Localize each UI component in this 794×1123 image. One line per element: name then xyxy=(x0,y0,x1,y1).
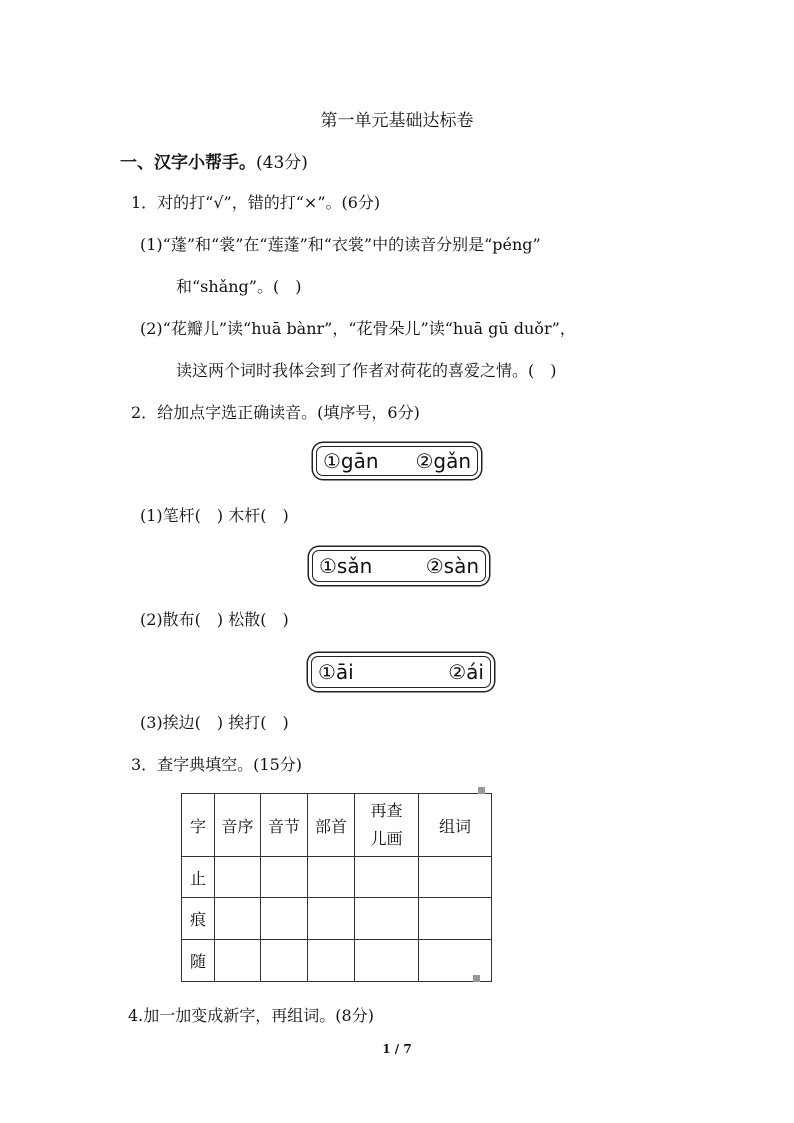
answer-cell[interactable] xyxy=(419,898,492,940)
answer-cell[interactable] xyxy=(261,857,308,898)
header-strokes-line-2: 儿画 xyxy=(370,829,403,848)
section-heading-text: 一、汉字小帮手。 xyxy=(120,153,256,173)
table-resize-handle-bottom[interactable] xyxy=(473,975,480,982)
table-row xyxy=(182,940,492,982)
question-2-line-3: (3)挨边( ) 挨打( ) xyxy=(140,713,289,732)
header-syllable: 音节 xyxy=(261,794,308,857)
question-1-item-1-line-1: (1)“蓬”和“裳”在“莲蓬”和“衣裳”中的读音分别是“péng” xyxy=(140,235,541,254)
question-1-item-2-line-2: 读这两个词时我体会到了作者对荷花的喜爱之情。( ) xyxy=(176,361,557,380)
question-1-item-1-line-2: 和“shǎng”。( ) xyxy=(176,277,302,296)
section-heading xyxy=(120,148,308,173)
header-character: 字 xyxy=(182,794,215,857)
pinyin-options-box xyxy=(312,550,486,582)
pinyin-option-1: ①āi xyxy=(318,660,354,684)
question-4-prompt: 4.加一加变成新字，再组词。(8分) xyxy=(128,1006,374,1025)
header-word: 组词 xyxy=(419,794,492,857)
answer-cell[interactable] xyxy=(419,940,492,982)
section-score: (43分) xyxy=(256,153,308,173)
question-3-prompt: 3．查字典填空。(15分) xyxy=(131,755,303,774)
page-number: 1 / 7 xyxy=(382,1042,412,1056)
header-phonetic-order: 音序 xyxy=(215,794,261,857)
table-header-row xyxy=(182,794,492,857)
header-radical: 部首 xyxy=(308,794,355,857)
pinyin-options-box xyxy=(316,446,478,476)
table-row xyxy=(182,898,492,940)
answer-cell[interactable] xyxy=(215,857,261,898)
pinyin-option-2: ②gǎn xyxy=(415,449,471,473)
answer-cell[interactable] xyxy=(308,898,355,940)
row-character: 痕 xyxy=(182,898,215,940)
question-2-line-2: (2)散布( ) 松散( ) xyxy=(140,610,289,629)
answer-cell[interactable] xyxy=(419,857,492,898)
answer-cell[interactable] xyxy=(215,940,261,982)
answer-cell[interactable] xyxy=(355,898,419,940)
page-title: 第一单元基础达标卷 xyxy=(320,111,474,131)
header-strokes xyxy=(355,794,419,857)
answer-cell[interactable] xyxy=(261,940,308,982)
pinyin-option-2: ②ái xyxy=(448,660,484,684)
row-character: 止 xyxy=(182,857,215,898)
question-1-prompt: 1．对的打“√”，错的打“×”。(6分) xyxy=(131,193,381,212)
table-resize-handle-top[interactable] xyxy=(478,787,485,794)
table-row xyxy=(182,857,492,898)
pinyin-option-2: ②sàn xyxy=(425,554,479,578)
question-2-prompt: 2．给加点字选正确读音。(填序号，6分) xyxy=(131,403,420,422)
answer-cell[interactable] xyxy=(355,857,419,898)
pinyin-options-box xyxy=(311,656,491,688)
question-1-item-2-line-1: (2)“花瓣儿”读“huā bànr”，“花骨朵儿”读“huā gū duǒr”， xyxy=(140,319,576,338)
answer-cell[interactable] xyxy=(215,898,261,940)
header-strokes-line-1: 再查 xyxy=(370,801,403,820)
question-2-line-1: (1)笔杆( ) 木杆( ) xyxy=(140,506,289,525)
answer-cell[interactable] xyxy=(308,940,355,982)
dictionary-table xyxy=(181,793,492,982)
answer-cell[interactable] xyxy=(308,857,355,898)
pinyin-option-1: ①sǎn xyxy=(319,554,373,578)
answer-cell[interactable] xyxy=(355,940,419,982)
pinyin-option-1: ①gān xyxy=(323,449,379,473)
row-character: 随 xyxy=(182,940,215,982)
answer-cell[interactable] xyxy=(261,898,308,940)
